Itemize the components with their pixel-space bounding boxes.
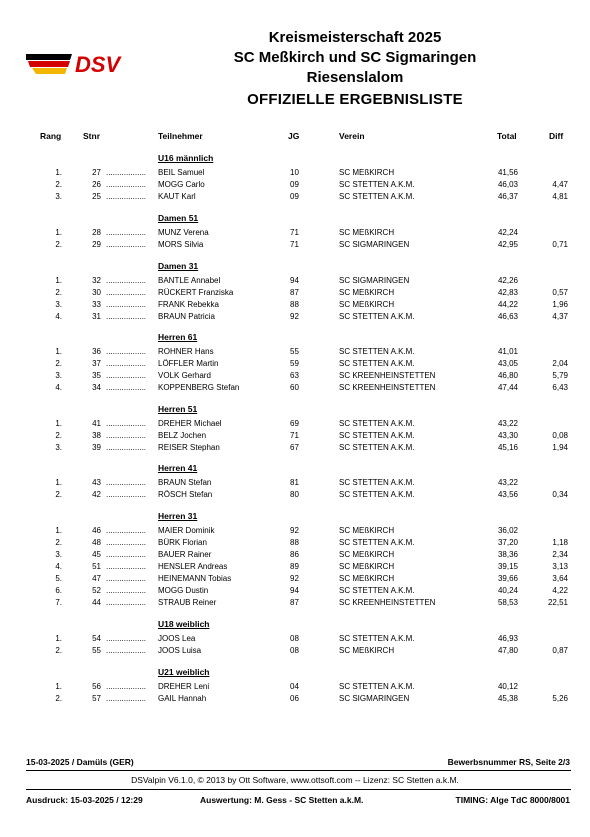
- cell-rang: 2.: [55, 359, 62, 368]
- cell-stnr: 26: [92, 180, 101, 189]
- leader-dots: ..................: [106, 694, 147, 703]
- cell-teilnehmer: DREHER Michael: [158, 419, 222, 428]
- cell-total: 43,56: [497, 490, 518, 499]
- cell-teilnehmer: MUNZ Verena: [158, 228, 209, 237]
- leader-dots: ..................: [106, 574, 147, 583]
- cell-jg: 81: [290, 478, 299, 487]
- leader-dots: ..................: [106, 228, 147, 237]
- cell-verein: SC MEßKIRCH: [339, 288, 395, 297]
- cell-rang: 1.: [55, 419, 62, 428]
- cell-stnr: 45: [92, 550, 101, 559]
- cell-teilnehmer: GAIL Hannah: [158, 694, 207, 703]
- cell-rang: 1.: [55, 228, 62, 237]
- cell-rang: 2.: [55, 288, 62, 297]
- cell-stnr: 29: [92, 240, 101, 249]
- cell-jg: 59: [290, 359, 299, 368]
- leader-dots: ..................: [106, 192, 147, 201]
- cell-stnr: 30: [92, 288, 101, 297]
- cell-stnr: 47: [92, 574, 101, 583]
- cell-stnr: 41: [92, 419, 101, 428]
- cell-rang: 3.: [55, 192, 62, 201]
- cell-total: 44,22: [497, 300, 518, 309]
- cell-teilnehmer: BRAUN Patricia: [158, 312, 215, 321]
- cell-jg: 86: [290, 550, 299, 559]
- cell-rang: 2.: [55, 431, 62, 440]
- cell-total: 36,02: [497, 526, 518, 535]
- title-event: Kreismeisterschaft 2025: [268, 29, 442, 46]
- cell-total: 43,05: [497, 359, 518, 368]
- cell-rang: 4.: [55, 562, 62, 571]
- cell-rang: 1.: [55, 526, 62, 535]
- cell-rang: 2.: [55, 180, 62, 189]
- cell-total: 41,01: [497, 347, 518, 356]
- cell-rang: 5.: [55, 574, 62, 583]
- cell-verein: SC MEßKIRCH: [339, 168, 395, 177]
- leader-dots: ..................: [106, 550, 147, 559]
- cell-rang: 7.: [55, 598, 62, 607]
- group-heading: Damen 31: [158, 261, 199, 271]
- leader-dots: ..................: [106, 288, 147, 297]
- cell-verein: SC STETTEN A.K.M.: [339, 538, 415, 547]
- cell-jg: 80: [290, 490, 299, 499]
- cell-rang: 2.: [55, 490, 62, 499]
- cell-diff: 6,43: [552, 383, 568, 392]
- cell-diff: 0,08: [552, 431, 568, 440]
- leader-dots: ..................: [106, 431, 147, 440]
- leader-dots: ..................: [106, 300, 147, 309]
- cell-teilnehmer: BRAUN Stefan: [158, 478, 212, 487]
- cell-teilnehmer: LÖFFLER Martin: [158, 359, 219, 368]
- cell-teilnehmer: BELZ Jochen: [158, 431, 207, 440]
- cell-diff: 5,79: [552, 371, 568, 380]
- group-heading: U18 weiblich: [158, 619, 210, 629]
- cell-total: 42,26: [497, 276, 518, 285]
- cell-stnr: 57: [92, 694, 101, 703]
- cell-jg: 08: [290, 646, 299, 655]
- cell-stnr: 43: [92, 478, 101, 487]
- cell-jg: 08: [290, 634, 299, 643]
- cell-verein: SC STETTEN A.K.M.: [339, 180, 415, 189]
- cell-teilnehmer: MORS Silvia: [158, 240, 204, 249]
- cell-teilnehmer: RÜCKERT Franziska: [158, 288, 234, 297]
- cell-teilnehmer: MOGG Carlo: [158, 180, 205, 189]
- cell-teilnehmer: BANTLE Annabel: [158, 276, 221, 285]
- cell-rang: 4.: [55, 312, 62, 321]
- leader-dots: ..................: [106, 634, 147, 643]
- cell-jg: 55: [290, 347, 299, 356]
- cell-verein: SC KREENHEINSTETTEN: [339, 383, 436, 392]
- cell-stnr: 33: [92, 300, 101, 309]
- cell-diff: 5,26: [552, 694, 568, 703]
- cell-diff: 3,64: [552, 574, 568, 583]
- cell-stnr: 51: [92, 562, 101, 571]
- cell-total: 45,16: [497, 443, 518, 452]
- col-jg: JG: [288, 131, 300, 141]
- cell-diff: 1,94: [552, 443, 568, 452]
- title-discipline: Riesenslalom: [306, 69, 404, 86]
- cell-total: 46,37: [497, 192, 518, 201]
- leader-dots: ..................: [106, 682, 147, 691]
- footer-divider-top: [26, 770, 571, 771]
- cell-rang: 3.: [55, 371, 62, 380]
- cell-verein: SC STETTEN A.K.M.: [339, 431, 415, 440]
- cell-jg: 10: [290, 168, 299, 177]
- group-heading: U16 männlich: [158, 153, 214, 163]
- leader-dots: ..................: [106, 562, 147, 571]
- group-heading: Herren 51: [158, 404, 198, 414]
- cell-verein: SC STETTEN A.K.M.: [339, 443, 415, 452]
- cell-total: 46,63: [497, 312, 518, 321]
- footer-auswertung: Auswertung: M. Gess - SC Stetten a.k.M.: [200, 795, 364, 805]
- cell-total: 42,24: [497, 228, 518, 237]
- cell-diff: 4,22: [552, 586, 568, 595]
- cell-total: 42,95: [497, 240, 518, 249]
- cell-total: 39,15: [497, 562, 518, 571]
- cell-verein: SC STETTEN A.K.M.: [339, 419, 415, 428]
- cell-teilnehmer: REISER Stephan: [158, 443, 220, 452]
- col-verein: Verein: [339, 131, 365, 141]
- cell-verein: SC MEßKIRCH: [339, 526, 395, 535]
- cell-verein: SC KREENHEINSTETTEN: [339, 371, 436, 380]
- cell-total: 39,66: [497, 574, 518, 583]
- cell-verein: SC MEßKIRCH: [339, 550, 395, 559]
- footer-software: DSValpin V6.1.0, © 2013 by Ott Software, www.ottsoft.com -- Lizenz: SC Stetten a.k.M.: [131, 775, 459, 785]
- cell-jg: 09: [290, 192, 299, 201]
- footer-divider-bottom: [26, 789, 571, 790]
- cell-teilnehmer: RÖSCH Stefan: [158, 490, 213, 499]
- cell-stnr: 35: [92, 371, 101, 380]
- cell-teilnehmer: HEINEMANN Tobias: [158, 574, 232, 583]
- cell-jg: 06: [290, 694, 299, 703]
- footer-timing: TIMING: Alge TdC 8000/8001: [455, 795, 570, 805]
- cell-stnr: 32: [92, 276, 101, 285]
- leader-dots: ..................: [106, 240, 147, 249]
- cell-jg: 04: [290, 682, 299, 691]
- cell-jg: 71: [290, 228, 299, 237]
- cell-teilnehmer: BÜRK Florian: [158, 538, 207, 547]
- cell-diff: 22,51: [547, 598, 568, 607]
- cell-teilnehmer: ROHNER Hans: [158, 347, 214, 356]
- cell-verein: SC MEßKIRCH: [339, 300, 395, 309]
- cell-total: 43,22: [497, 478, 518, 487]
- cell-verein: SC MEßKIRCH: [339, 228, 395, 237]
- cell-diff: 0,71: [552, 240, 568, 249]
- cell-verein: SC STETTEN A.K.M.: [339, 490, 415, 499]
- leader-dots: ..................: [106, 586, 147, 595]
- leader-dots: ..................: [106, 443, 147, 452]
- cell-total: 40,12: [497, 682, 518, 691]
- cell-stnr: 55: [92, 646, 101, 655]
- cell-diff: 0,57: [552, 288, 568, 297]
- group-heading: Herren 61: [158, 332, 198, 342]
- cell-stnr: 56: [92, 682, 101, 691]
- cell-verein: SC KREENHEINSTETTEN: [339, 598, 436, 607]
- title-clubs: SC Meßkirch und SC Sigmaringen: [233, 49, 477, 66]
- cell-jg: 71: [290, 240, 299, 249]
- cell-diff: 4,47: [552, 180, 568, 189]
- cell-verein: SC STETTEN A.K.M.: [339, 478, 415, 487]
- cell-stnr: 28: [92, 228, 101, 237]
- cell-rang: 2.: [55, 646, 62, 655]
- leader-dots: ..................: [106, 526, 147, 535]
- leader-dots: ..................: [106, 359, 147, 368]
- cell-teilnehmer: MAIER Dominik: [158, 526, 215, 535]
- cell-rang: 1.: [55, 478, 62, 487]
- cell-rang: 6.: [55, 586, 62, 595]
- cell-verein: SC MEßKIRCH: [339, 646, 395, 655]
- logo-stripe-black: [26, 54, 72, 60]
- cell-jg: 87: [290, 598, 299, 607]
- cell-teilnehmer: HENSLER Andreas: [158, 562, 228, 571]
- cell-jg: 60: [290, 383, 299, 392]
- leader-dots: ..................: [106, 180, 147, 189]
- col-stnr: Stnr: [83, 131, 100, 141]
- cell-stnr: 34: [92, 383, 101, 392]
- dsv-logo: [26, 53, 136, 75]
- logo-stripe-red: [28, 61, 70, 67]
- cell-teilnehmer: MOGG Dustin: [158, 586, 209, 595]
- cell-stnr: 42: [92, 490, 101, 499]
- cell-teilnehmer: JOOS Luisa: [158, 646, 202, 655]
- cell-jg: 92: [290, 574, 299, 583]
- leader-dots: ..................: [106, 168, 147, 177]
- cell-jg: 69: [290, 419, 299, 428]
- group-heading: Herren 31: [158, 511, 198, 521]
- leader-dots: ..................: [106, 312, 147, 321]
- cell-rang: 2.: [55, 240, 62, 249]
- cell-stnr: 39: [92, 443, 101, 452]
- leader-dots: ..................: [106, 598, 147, 607]
- cell-stnr: 27: [92, 168, 101, 177]
- cell-total: 46,03: [497, 180, 518, 189]
- group-heading: Herren 41: [158, 463, 198, 473]
- leader-dots: ..................: [106, 383, 147, 392]
- leader-dots: ..................: [106, 538, 147, 547]
- cell-jg: 71: [290, 431, 299, 440]
- cell-verein: SC STETTEN A.K.M.: [339, 312, 415, 321]
- cell-stnr: 25: [92, 192, 101, 201]
- cell-stnr: 46: [92, 526, 101, 535]
- logo-text: DSV: [75, 53, 121, 75]
- cell-jg: 87: [290, 288, 299, 297]
- cell-rang: 3.: [55, 300, 62, 309]
- cell-jg: 67: [290, 443, 299, 452]
- cell-stnr: 36: [92, 347, 101, 356]
- cell-stnr: 44: [92, 598, 101, 607]
- cell-total: 47,44: [497, 383, 518, 392]
- footer-bewerb: Bewerbsnummer RS, Seite 2/3: [447, 757, 570, 767]
- cell-jg: 94: [290, 276, 299, 285]
- cell-diff: 0,34: [552, 490, 568, 499]
- cell-jg: 63: [290, 371, 299, 380]
- cell-stnr: 54: [92, 634, 101, 643]
- cell-rang: 1.: [55, 682, 62, 691]
- cell-rang: 3.: [55, 443, 62, 452]
- cell-verein: SC STETTEN A.K.M.: [339, 682, 415, 691]
- cell-diff: 3,13: [552, 562, 568, 571]
- title-list: OFFIZIELLE ERGEBNISLISTE: [247, 91, 463, 108]
- cell-total: 38,36: [497, 550, 518, 559]
- group-heading: Damen 51: [158, 213, 199, 223]
- cell-total: 42,83: [497, 288, 518, 297]
- leader-dots: ..................: [106, 347, 147, 356]
- cell-teilnehmer: JOOS Lea: [158, 634, 196, 643]
- cell-total: 46,80: [497, 371, 518, 380]
- cell-verein: SC MEßKIRCH: [339, 562, 395, 571]
- cell-total: 43,22: [497, 419, 518, 428]
- cell-total: 41,56: [497, 168, 518, 177]
- footer-ausdruck: Ausdruck: 15-03-2025 / 12:29: [26, 795, 143, 805]
- cell-verein: SC MEßKIRCH: [339, 574, 395, 583]
- leader-dots: ..................: [106, 419, 147, 428]
- cell-verein: SC SIGMARINGEN: [339, 240, 410, 249]
- cell-total: 45,38: [497, 694, 518, 703]
- cell-teilnehmer: DREHER Leni: [158, 682, 210, 691]
- cell-diff: 1,18: [552, 538, 568, 547]
- leader-dots: ..................: [106, 371, 147, 380]
- cell-jg: 09: [290, 180, 299, 189]
- cell-rang: 2.: [55, 538, 62, 547]
- cell-total: 47,80: [497, 646, 518, 655]
- cell-teilnehmer: BAUER Rainer: [158, 550, 212, 559]
- cell-stnr: 31: [92, 312, 101, 321]
- cell-diff: 4,81: [552, 192, 568, 201]
- col-diff: Diff: [549, 131, 564, 141]
- cell-teilnehmer: KOPPENBERG Stefan: [158, 383, 240, 392]
- col-rang: Rang: [40, 131, 62, 141]
- leader-dots: ..................: [106, 478, 147, 487]
- leader-dots: ..................: [106, 490, 147, 499]
- cell-stnr: 38: [92, 431, 101, 440]
- cell-teilnehmer: BEIL Samuel: [158, 168, 205, 177]
- cell-rang: 3.: [55, 550, 62, 559]
- leader-dots: ..................: [106, 646, 147, 655]
- cell-teilnehmer: FRANK Rebekka: [158, 300, 219, 309]
- cell-verein: SC STETTEN A.K.M.: [339, 586, 415, 595]
- cell-rang: 4.: [55, 383, 62, 392]
- cell-verein: SC SIGMARINGEN: [339, 694, 410, 703]
- cell-total: 37,20: [497, 538, 518, 547]
- cell-total: 46,93: [497, 634, 518, 643]
- cell-jg: 88: [290, 538, 299, 547]
- cell-jg: 92: [290, 526, 299, 535]
- cell-jg: 94: [290, 586, 299, 595]
- leader-dots: ..................: [106, 276, 147, 285]
- cell-verein: SC STETTEN A.K.M.: [339, 359, 415, 368]
- cell-jg: 89: [290, 562, 299, 571]
- cell-rang: 1.: [55, 347, 62, 356]
- footer-date-place: 15-03-2025 / Damüls (GER): [26, 757, 134, 767]
- cell-verein: SC STETTEN A.K.M.: [339, 347, 415, 356]
- logo-stripe-gold: [32, 68, 67, 74]
- col-teilnehmer: Teilnehmer: [158, 131, 203, 141]
- cell-rang: 1.: [55, 634, 62, 643]
- cell-stnr: 48: [92, 538, 101, 547]
- cell-diff: 1,96: [552, 300, 568, 309]
- cell-teilnehmer: VOLK Gerhard: [158, 371, 211, 380]
- cell-verein: SC STETTEN A.K.M.: [339, 192, 415, 201]
- cell-stnr: 52: [92, 586, 101, 595]
- cell-total: 43,30: [497, 431, 518, 440]
- cell-rang: 2.: [55, 694, 62, 703]
- cell-jg: 88: [290, 300, 299, 309]
- cell-diff: 2,04: [552, 359, 568, 368]
- cell-verein: SC SIGMARINGEN: [339, 276, 410, 285]
- cell-teilnehmer: KAUT Karl: [158, 192, 196, 201]
- cell-stnr: 37: [92, 359, 101, 368]
- cell-verein: SC STETTEN A.K.M.: [339, 634, 415, 643]
- col-total: Total: [497, 131, 517, 141]
- cell-teilnehmer: STRAUB Reiner: [158, 598, 217, 607]
- cell-total: 40,24: [497, 586, 518, 595]
- cell-rang: 1.: [55, 276, 62, 285]
- cell-diff: 4,37: [552, 312, 568, 321]
- cell-total: 58,53: [497, 598, 518, 607]
- cell-jg: 92: [290, 312, 299, 321]
- group-heading: U21 weiblich: [158, 667, 210, 677]
- cell-rang: 1.: [55, 168, 62, 177]
- cell-diff: 2,34: [552, 550, 568, 559]
- cell-diff: 0,87: [552, 646, 568, 655]
